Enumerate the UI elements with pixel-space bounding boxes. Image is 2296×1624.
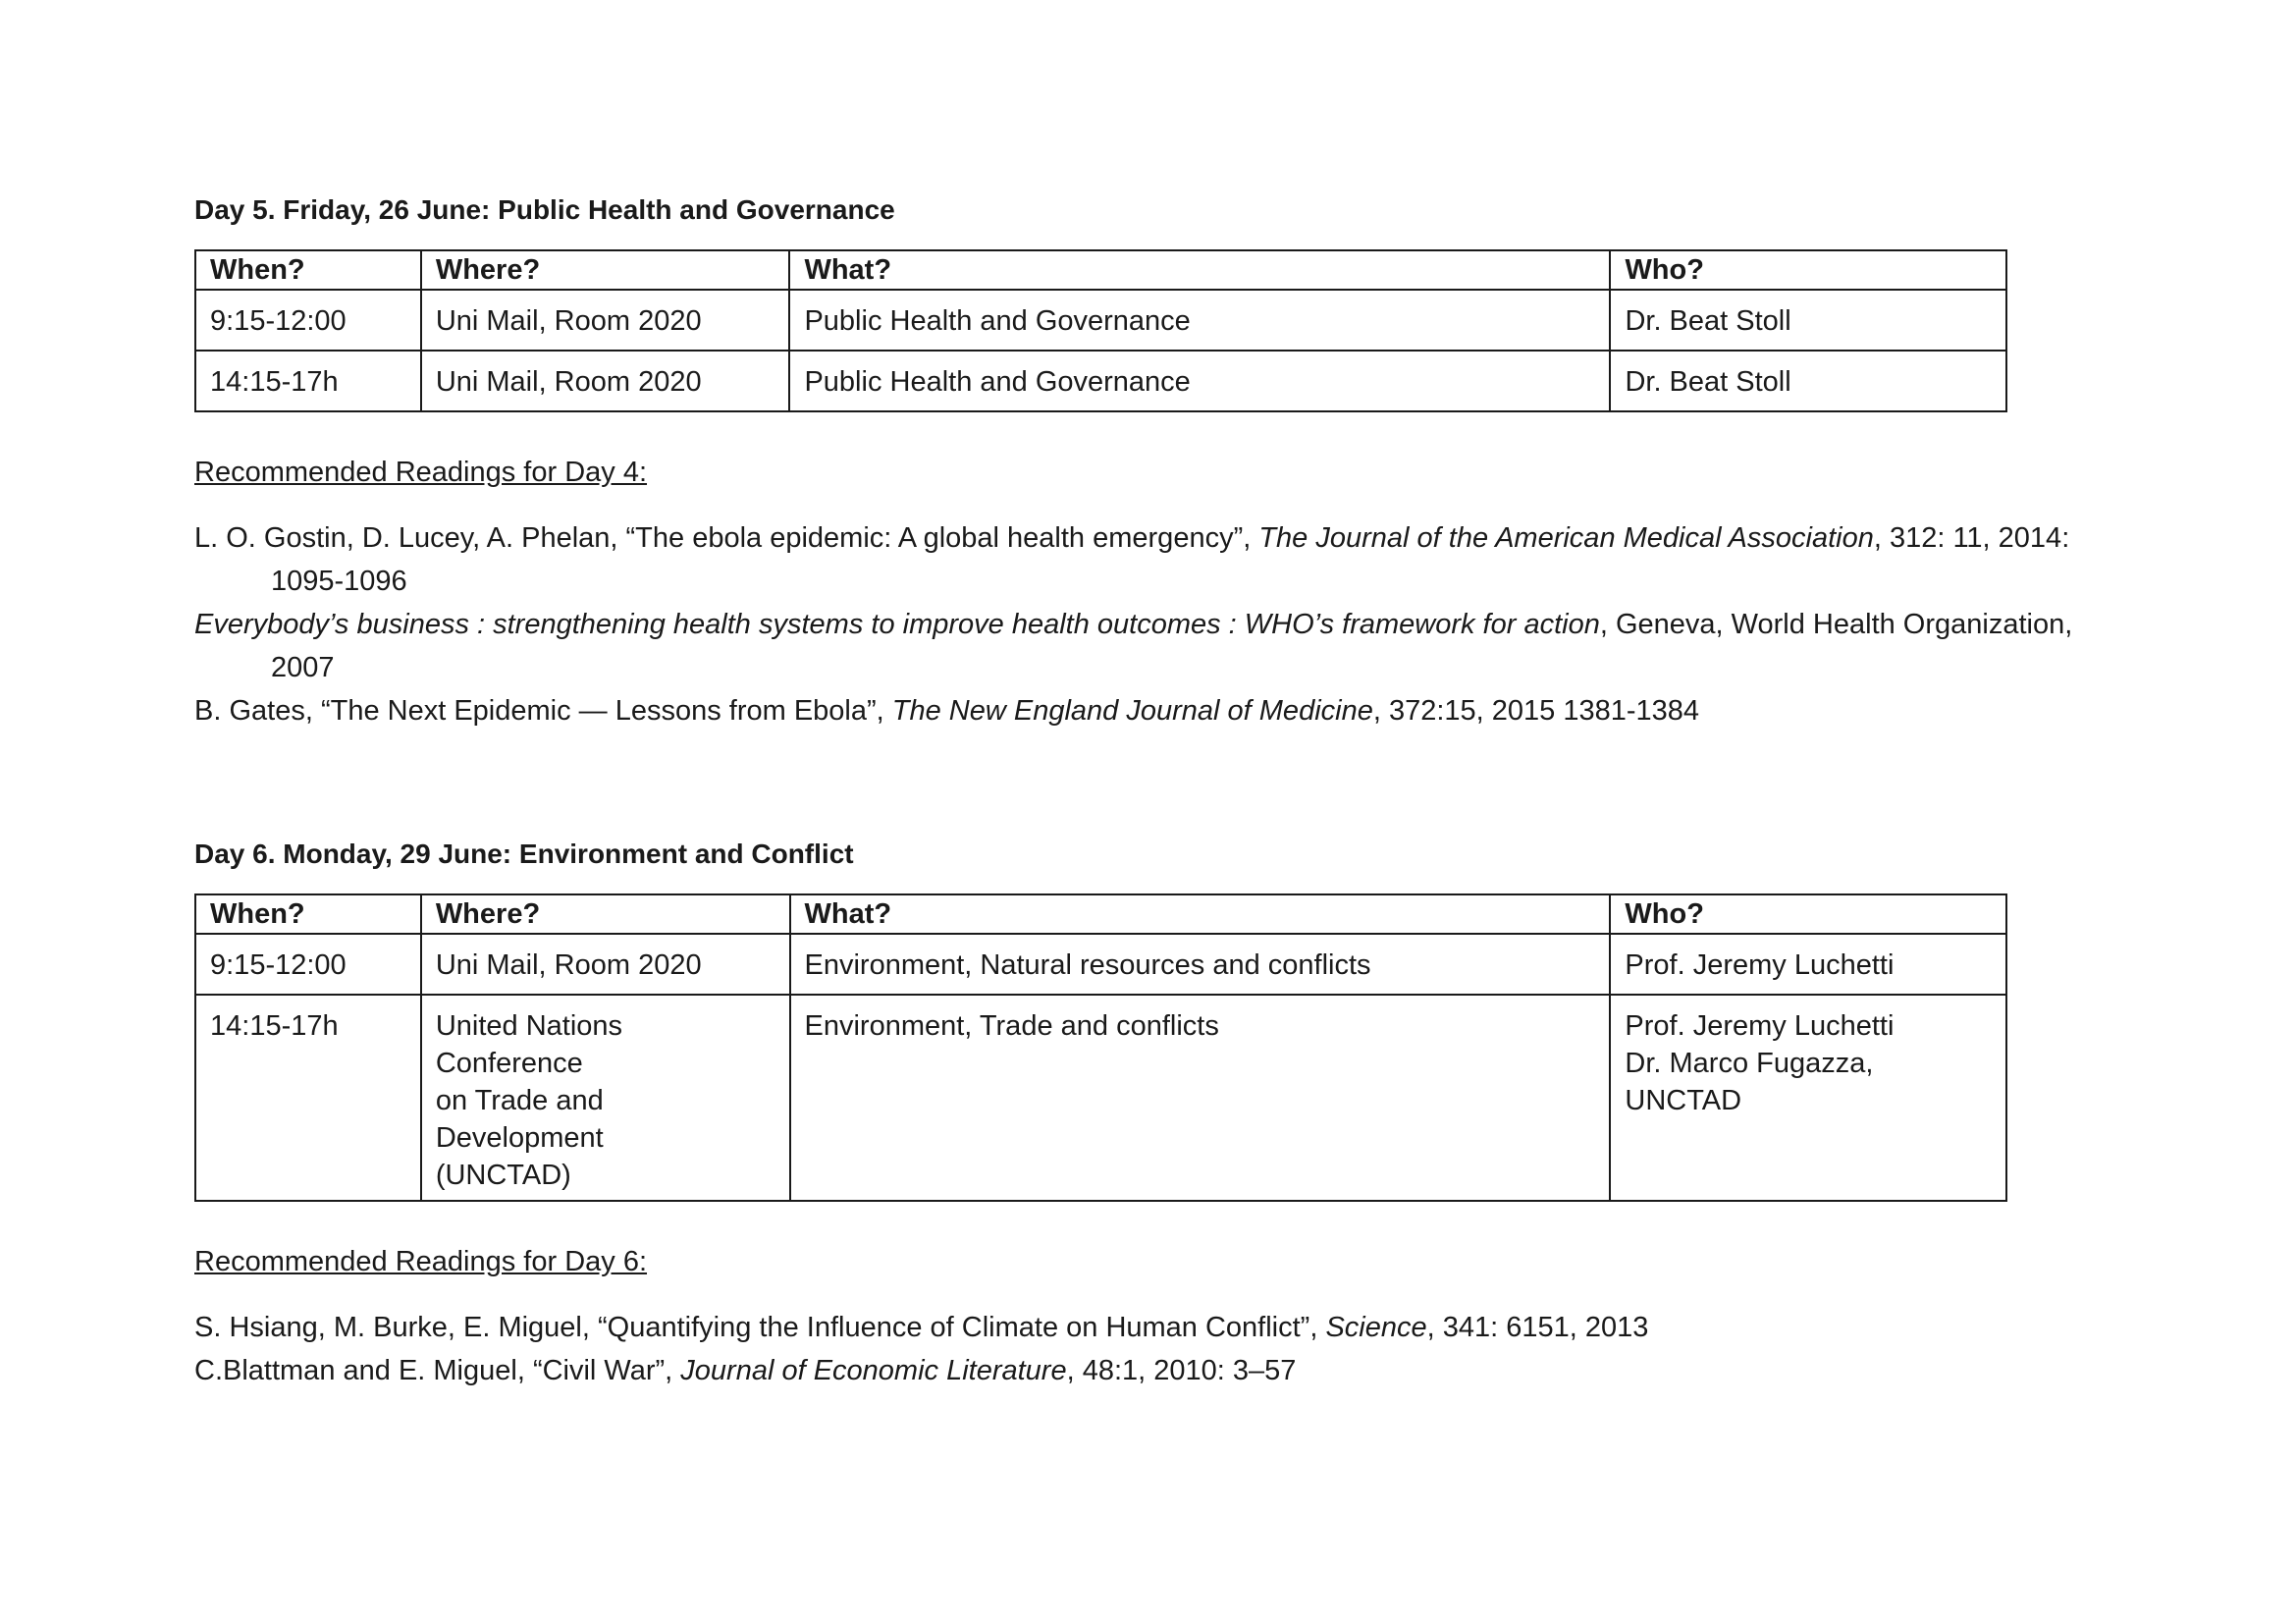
- reference-item: [194, 689, 2118, 732]
- cell-line: on Trade and Development: [435, 1085, 604, 1154]
- day6-section: [194, 837, 2118, 1392]
- day5-heading: Day 5. Friday, 26 June: Public Health and Governance: [194, 194, 895, 225]
- reference-item: [194, 603, 2118, 689]
- ref-source: The Journal of the American Medical Association: [1258, 522, 1874, 554]
- ref-text: S. Hsiang, M. Burke, E. Miguel, “Quantifying the Influence of Climate on Human Conflict”,: [194, 1312, 1326, 1343]
- day6-readings-title: Recommended Readings for Day 6:: [194, 1246, 648, 1277]
- cell-where: Uni Mail, Room 2020: [421, 351, 790, 411]
- table-row: [195, 351, 2006, 411]
- ref-source: The New England Journal of Medicine: [891, 695, 1373, 727]
- cell-what: Public Health and Governance: [789, 290, 1610, 351]
- day6-heading: Day 6. Monday, 29 June: Environment and Conflict: [194, 839, 854, 869]
- cell-line: United Nations Conference: [435, 1010, 623, 1079]
- cell-where: [421, 934, 790, 995]
- cell-line: Dr. Marco Fugazza, UNCTAD: [1625, 1048, 1874, 1116]
- cell-who: Dr. Beat Stoll: [1610, 290, 2006, 351]
- reference-item: [194, 516, 2118, 603]
- cell-line: (UNCTAD): [435, 1160, 571, 1191]
- ref-details: , 372:15, 2015 1381-1384: [1372, 695, 1700, 727]
- cell-line: Prof. Jeremy Luchetti: [1625, 949, 1895, 981]
- ref-details: , 48:1, 2010: 3–57: [1066, 1355, 1297, 1386]
- cell-when: 9:15-12:00: [195, 290, 421, 351]
- header-when: When?: [195, 250, 421, 290]
- ref-details: , Geneva, World Health Organization, 2007: [271, 609, 2073, 683]
- ref-text: L. O. Gostin, D. Lucey, A. Phelan, “The ebola epidemic: A global health emergency”,: [194, 522, 1259, 554]
- reference-item: [194, 1306, 2118, 1349]
- table-header-row: [195, 894, 2006, 934]
- cell-where: Uni Mail, Room 2020: [421, 290, 790, 351]
- day6-schedule-table: [194, 893, 2007, 1202]
- header-who: Who?: [1610, 250, 2006, 290]
- cell-what: Environment, Trade and conflicts: [790, 995, 1611, 1201]
- ref-source: Science: [1325, 1312, 1427, 1343]
- header-where: Where?: [421, 894, 790, 934]
- table-row: [195, 995, 2006, 1201]
- cell-when: 9:15-12:00: [195, 934, 421, 995]
- ref-text: C.Blattman and E. Miguel, “Civil War”,: [194, 1355, 681, 1386]
- cell-what: Environment, Natural resources and conflicts: [790, 934, 1611, 995]
- cell-who: Dr. Beat Stoll: [1610, 351, 2006, 411]
- day5-schedule-table: [194, 249, 2007, 412]
- ref-details: , 312: 11, 2014: 1095-1096: [271, 522, 2070, 597]
- day5-section: [194, 192, 2118, 732]
- reference-item: [194, 1349, 2118, 1392]
- header-when: When?: [195, 894, 421, 934]
- table-header-row: [195, 250, 2006, 290]
- document-page: [194, 192, 2118, 1392]
- cell-when: 14:15-17h: [195, 351, 421, 411]
- cell-when: 14:15-17h: [195, 995, 421, 1201]
- table-row: [195, 934, 2006, 995]
- cell-who: [1610, 934, 2006, 995]
- ref-text: B. Gates, “The Next Epidemic — Lessons from Ebola”,: [194, 695, 892, 727]
- cell-who: [1610, 995, 2006, 1201]
- cell-what: Public Health and Governance: [789, 351, 1610, 411]
- cell-where: [421, 995, 790, 1201]
- header-who: Who?: [1610, 894, 2006, 934]
- header-what: What?: [789, 250, 1610, 290]
- header-where: Where?: [421, 250, 790, 290]
- table-row: [195, 290, 2006, 351]
- ref-source: Journal of Economic Literature: [680, 1355, 1067, 1386]
- day5-readings-title: Recommended Readings for Day 4:: [194, 457, 648, 488]
- cell-line: Prof. Jeremy Luchetti: [1625, 1010, 1895, 1042]
- ref-source: Everybody’s business : strengthening health systems to improve health outcomes : WHO’s framework for action: [194, 609, 1600, 640]
- cell-line: Uni Mail, Room 2020: [435, 949, 702, 981]
- ref-details: , 341: 6151, 2013: [1426, 1312, 1649, 1343]
- header-what: What?: [790, 894, 1611, 934]
